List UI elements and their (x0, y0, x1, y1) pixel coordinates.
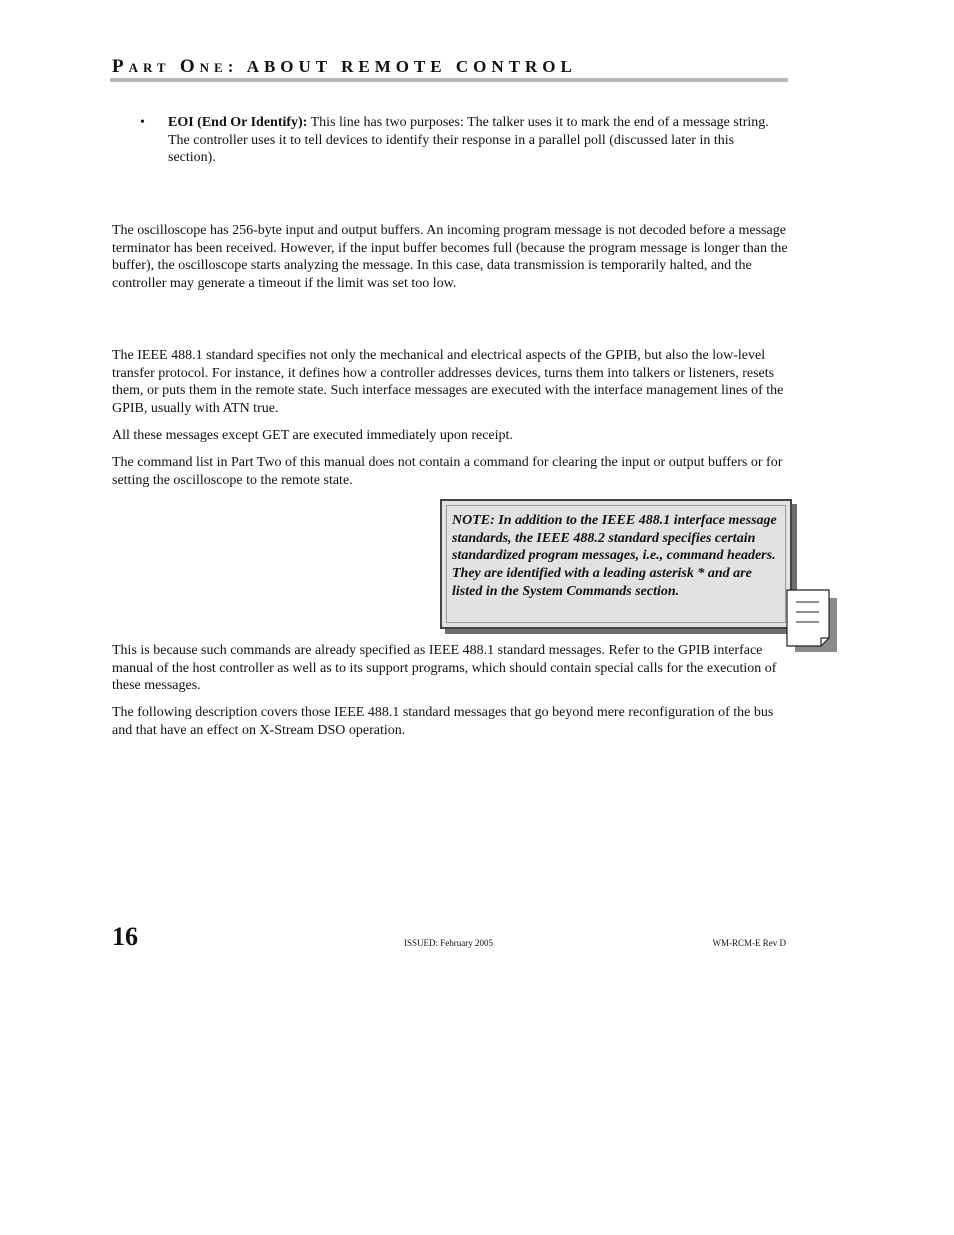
bullet-text (168, 114, 784, 167)
paragraph-buffers: The oscilloscope has 256-byte input and output buffers. An incoming program message is not decoded before a message terminator has been received. However, if the input buffer becomes full (because the program message is longer than the buffer), the oscilloscope starts analyzing the message. In this case, data transmission is temporarily halted, and the controller may generate a timeout if the limit was set too low. (112, 223, 788, 292)
header-section-title: ABOUT REMOTE CONTROL (246, 57, 577, 76)
bullet-icon: • (140, 115, 145, 130)
document-id: WM-RCM-E Rev D (712, 938, 786, 948)
bullet-term: EOI (End Or Identify): (168, 115, 308, 130)
header-rule (110, 78, 788, 82)
header-letters: ART (128, 60, 171, 75)
paragraph-ieee: The IEEE 488.1 standard specifies not only the mechanical and electrical aspects of the GPIB, but also the low-level transfer protocol. For instance, it defines how a controller addresses devices, turns them into talkers or listeners, resets them, or puts them in the remote state. Such interface messages are executed with the interface management lines of the GPIB, usually with ATN true. (112, 348, 784, 417)
note-document-icon (785, 588, 839, 654)
paragraph-get: All these messages except GET are executed immediately upon receipt. (112, 428, 513, 443)
page-number: 16 (112, 922, 138, 951)
header-letters: NE (199, 60, 228, 75)
header-colon: : (227, 57, 239, 76)
paragraph-because: This is because such commands are already specified as IEEE 488.1 standard messages. Refer to the GPIB interface manual of the host controller as well as to its support programs, which should contain special calls for the execution of these messages. (112, 643, 777, 694)
bullet-description: This line has two purposes: The talker uses it to mark the end of a message string. The controller uses it to tell devices to identify their response in a parallel poll (discussed later in this section). (168, 115, 769, 166)
paragraph-following: The following description covers those IEEE 488.1 standard messages that go beyond mere reconfiguration of the bus and that have an effect on X-Stream DSO operation. (112, 705, 774, 738)
note-text: NOTE: In addition to the IEEE 488.1 interface message standards, the IEEE 488.2 standard specifies certain standardized program messages, i.e., command headers. They are identified with a leading asterisk * and are listed in the System Commands section. (452, 513, 777, 599)
header-letter: P (112, 56, 129, 77)
issued-date: ISSUED: February 2005 (404, 938, 493, 948)
note-box (440, 499, 792, 629)
paragraph-command-list: The command list in Part Two of this manual does not contain a command for clearing the input or output buffers or for setting the oscilloscope to the remote state. (112, 455, 783, 488)
header-letter: O (179, 56, 200, 77)
page-header (112, 56, 788, 78)
